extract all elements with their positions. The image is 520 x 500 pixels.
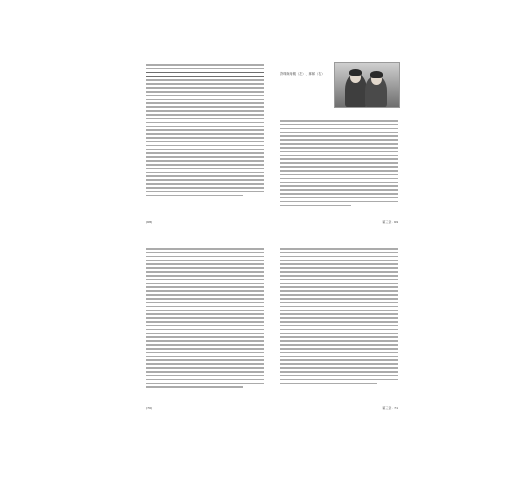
body-text — [280, 120, 398, 208]
body-text — [146, 248, 264, 390]
page-number: 第三章 · 69 — [382, 220, 398, 224]
page-number: 第三章 · 71 — [382, 406, 398, 410]
body-text — [146, 64, 264, 199]
page-number: (70) — [146, 406, 153, 410]
page-bottom-left — [146, 246, 264, 410]
page-top-right — [280, 62, 398, 224]
photo — [334, 62, 398, 108]
page-bottom-right — [280, 246, 398, 410]
page-top-left — [146, 62, 264, 224]
body-text — [280, 248, 398, 386]
family-photo — [334, 62, 400, 108]
page-number: (68) — [146, 220, 153, 224]
photo-caption: 許珠與母親（左）、姊姊（右） — [280, 72, 325, 76]
